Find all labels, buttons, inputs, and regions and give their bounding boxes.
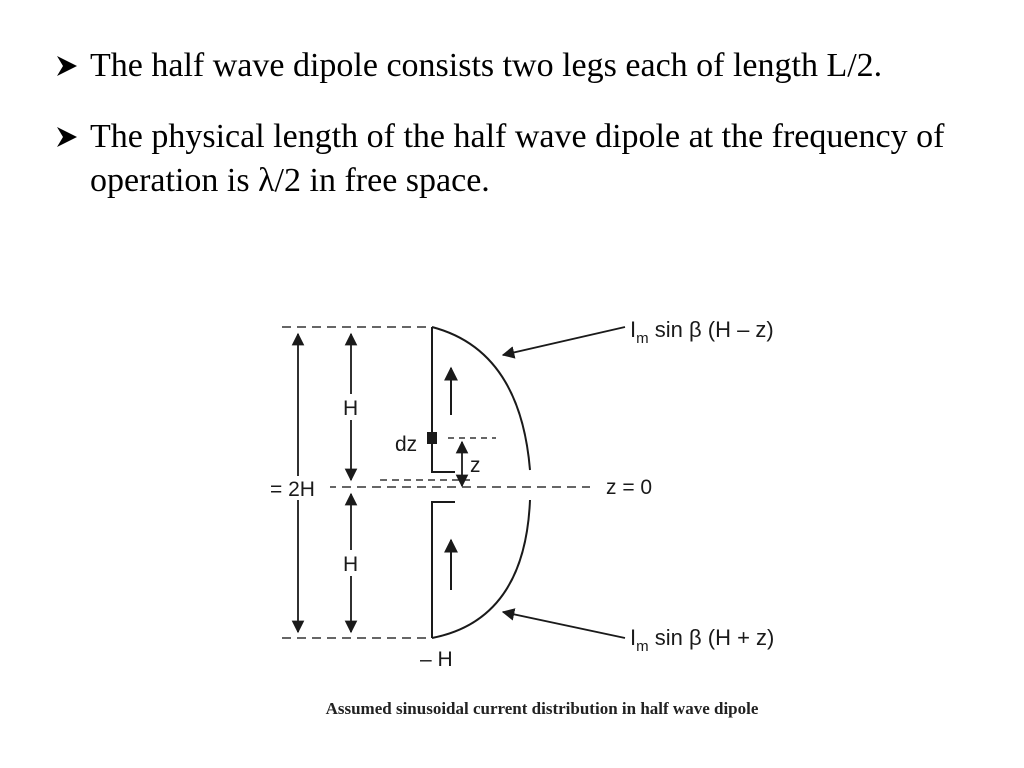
upper-current-curve [432,327,530,470]
h-bottom-label: H [343,553,359,576]
z-label: z [470,454,481,477]
top-leader-line [503,327,625,355]
bottom-formula-label: $I_m$ sin β (H + z) [630,625,775,655]
figure-caption: Assumed sinusoidal current distribution in half wave dipole [325,699,759,718]
dz-element [427,432,437,444]
z0-label: z = 0 [606,476,653,499]
bottom-leader-line [503,612,625,638]
h-top-label: H [343,397,359,420]
minus-h-label: – H [420,648,453,671]
2h-label: = 2H [270,478,315,501]
top-formula-label: $I_m$ sin β (H – z) [630,317,774,347]
bullet-text: The physical length of the half wave dipole at the frequency of operation is λ/2 in free space. [90,118,945,199]
lower-current-curve [432,500,530,638]
dz-label: dz [395,433,418,456]
bullet-text: The half wave dipole consists two legs each of length L/2. [90,47,883,84]
